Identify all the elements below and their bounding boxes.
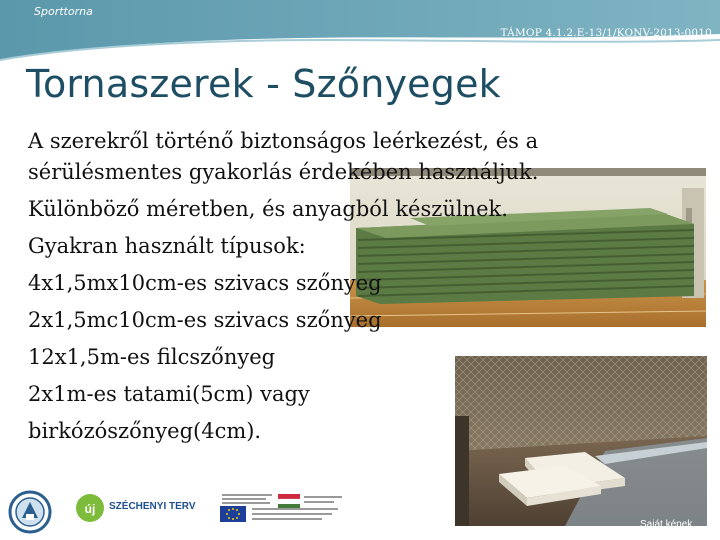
body-line-3: Különböző méretben, és anyagból készülnek. bbox=[28, 197, 508, 221]
szechenyi-mark: új bbox=[84, 502, 96, 516]
photo-caption: Saját képek bbox=[640, 519, 693, 530]
szechenyi-wordmark: SZÉCHENYI TERV bbox=[109, 501, 196, 512]
slide-body bbox=[28, 128, 588, 450]
body-line-6: 2x1,5mc10cm-es szivacs szőnyeg bbox=[28, 308, 382, 332]
body-line-7: 12x1,5m-es filcszőnyeg bbox=[28, 345, 276, 369]
body-line-9: birkózószőnyeg(4cm). bbox=[28, 419, 262, 443]
body-line-5: 4x1,5mx10cm-es szivacs szőnyeg bbox=[28, 271, 382, 295]
szechenyi-terv-logo bbox=[75, 491, 210, 525]
body-line-4: Gyakran használt típusok: bbox=[28, 234, 306, 258]
body-line-8: 2x1m-es tatami(5cm) vagy bbox=[28, 382, 310, 406]
eu-funding-logo bbox=[218, 492, 346, 524]
body-line-1: A szerekről történő biztonságos leérkezést, és a bbox=[28, 129, 539, 153]
header-band bbox=[0, 0, 720, 62]
body-line-2: sérülésmentes gyakorlás érdekében használjuk. bbox=[28, 160, 539, 184]
course-label: Sporttorna bbox=[34, 5, 93, 18]
slide-title: Tornaszerek - Szőnyegek bbox=[26, 62, 501, 106]
project-code-label: TÁMOP 4.1.2.E-13/1/KONV-2013-0010 bbox=[500, 27, 712, 39]
university-seal-logo bbox=[8, 490, 52, 534]
